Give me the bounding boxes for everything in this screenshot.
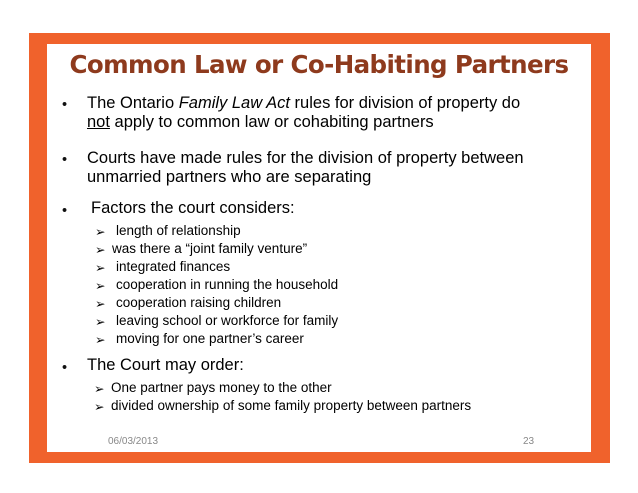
factor-item: leaving school or workforce for family bbox=[116, 313, 339, 328]
bullet-4-label: The Court may order: bbox=[87, 356, 244, 374]
factor-item: moving for one partner’s career bbox=[116, 331, 304, 346]
factor-item: was there a “joint family venture” bbox=[112, 241, 308, 256]
bullet-1-pre: The Ontario bbox=[87, 94, 179, 112]
emphasis-not: not bbox=[87, 113, 110, 131]
factor-item: cooperation in running the household bbox=[116, 277, 339, 292]
slide-title: Common Law or Co-Habiting Partners bbox=[69, 50, 569, 79]
sub-bullet-marker: ➢ bbox=[94, 382, 105, 396]
act-name: Family Law Act bbox=[178, 94, 290, 112]
bullet-2-line-2: unmarried partners who are separating bbox=[87, 168, 372, 186]
bullet-3-label: Factors the court considers: bbox=[91, 199, 295, 217]
bullet-1-line-1 bbox=[87, 94, 520, 113]
factor-item: cooperation raising children bbox=[116, 295, 282, 310]
bullet-2-marker: • bbox=[62, 152, 68, 168]
sub-bullet-marker: ➢ bbox=[95, 279, 106, 293]
factor-item: length of relationship bbox=[116, 223, 241, 238]
order-item: divided ownership of some family property between partners bbox=[111, 398, 472, 413]
sub-bullet-marker: ➢ bbox=[94, 400, 105, 414]
sub-bullet-marker: ➢ bbox=[95, 243, 106, 257]
bullet-1-post: rules for division of property do bbox=[289, 94, 521, 112]
factor-item: integrated finances bbox=[116, 259, 231, 274]
sub-bullet-marker: ➢ bbox=[95, 297, 106, 311]
bullet-3-marker: • bbox=[62, 203, 68, 219]
sub-bullet-marker: ➢ bbox=[95, 333, 106, 347]
sub-bullet-marker: ➢ bbox=[95, 261, 106, 275]
footer-date: 06/03/2013 bbox=[108, 436, 159, 447]
bullet-4-marker: • bbox=[62, 360, 68, 376]
bullet-2-line-1: Courts have made rules for the division of property between bbox=[87, 149, 524, 167]
sub-bullet-marker: ➢ bbox=[95, 315, 106, 329]
sub-bullet-marker: ➢ bbox=[95, 225, 106, 239]
bullet-1-marker: • bbox=[62, 97, 68, 113]
order-item: One partner pays money to the other bbox=[111, 380, 332, 395]
bullet-1-line-2 bbox=[87, 113, 434, 132]
bullet-1-rest: apply to common law or cohabiting partners bbox=[109, 113, 434, 131]
page-number: 23 bbox=[523, 436, 535, 447]
